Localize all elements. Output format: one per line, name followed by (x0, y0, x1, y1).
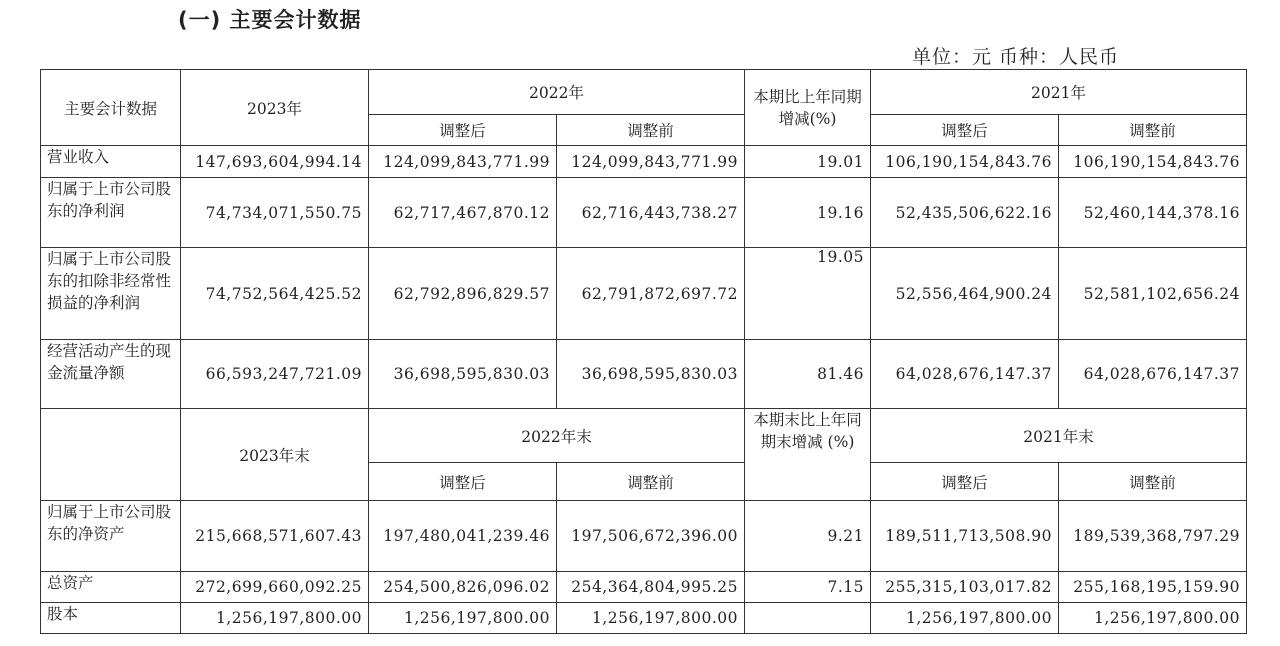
header-2021-end-adjusted: 调整后 (871, 463, 1059, 501)
table-row (41, 146, 1247, 178)
value-2022-end-adjusted: 1,256,197,800.00 (369, 603, 557, 634)
value-2023: 147,693,604,994.14 (181, 146, 369, 178)
value-2021-before: 52,581,102,656.24 (1059, 248, 1247, 340)
header-year-2023: 2023年 (181, 70, 369, 146)
value-2021-before: 106,190,154,843.76 (1059, 146, 1247, 178)
header-2021-before-adjust: 调整前 (1059, 115, 1247, 146)
row-label: 经营活动产生的现金流量净额 (41, 340, 181, 409)
table-row (41, 603, 1247, 634)
header-2021-end-before-adjust: 调整前 (1059, 463, 1247, 501)
accounting-data-table (40, 69, 1247, 634)
value-2021-end-before: 1,256,197,800.00 (1059, 603, 1247, 634)
row-label: 总资产 (41, 572, 181, 603)
value-change-end (745, 603, 871, 634)
header-2021-adjusted: 调整后 (871, 115, 1059, 146)
header-year-2021-end: 2021年末 (871, 409, 1247, 463)
header-2022-before-adjust: 调整前 (557, 115, 745, 146)
value-change: 19.05 (745, 248, 871, 340)
header-change-pct: 本期比上年同期增减(%) (745, 70, 871, 146)
value-2021-end-before: 255,168,195,159.90 (1059, 572, 1247, 603)
table-row (41, 248, 1247, 340)
value-2022-adjusted: 62,792,896,829.57 (369, 248, 557, 340)
header-blank (41, 409, 181, 501)
value-2021-adjusted: 64,028,676,147.37 (871, 340, 1059, 409)
value-change: 19.16 (745, 178, 871, 248)
table-row (41, 340, 1247, 409)
value-2023: 74,734,071,550.75 (181, 178, 369, 248)
value-change: 81.46 (745, 340, 871, 409)
table-row (41, 178, 1247, 248)
value-2021-adjusted: 106,190,154,843.76 (871, 146, 1059, 178)
value-2022-end-before: 1,256,197,800.00 (557, 603, 745, 634)
value-2021-before: 52,460,144,378.16 (1059, 178, 1247, 248)
section-title: (一) 主要会计数据 (178, 8, 362, 32)
value-2021-end-adjusted: 255,315,103,017.82 (871, 572, 1059, 603)
row-label: 归属于上市公司股东的净利润 (41, 178, 181, 248)
value-2023-end: 1,256,197,800.00 (181, 603, 369, 634)
value-2021-before: 64,028,676,147.37 (1059, 340, 1247, 409)
row-label: 归属于上市公司股东的扣除非经常性损益的净利润 (41, 248, 181, 340)
value-2022-before: 62,791,872,697.72 (557, 248, 745, 340)
unit-currency-line: 单位：元 币种：人民币 (912, 46, 1120, 68)
value-2022-before: 62,716,443,738.27 (557, 178, 745, 248)
value-2021-end-before: 189,539,368,797.29 (1059, 501, 1247, 572)
header-2022-end-before-adjust: 调整前 (557, 463, 745, 501)
value-2021-adjusted: 52,556,464,900.24 (871, 248, 1059, 340)
value-2021-end-adjusted: 189,511,713,508.90 (871, 501, 1059, 572)
header-year-2022-end: 2022年末 (369, 409, 745, 463)
value-2022-end-before: 197,506,672,396.00 (557, 501, 745, 572)
table-row (41, 501, 1247, 572)
header-year-2023-end: 2023年末 (181, 409, 369, 501)
value-2021-end-adjusted: 1,256,197,800.00 (871, 603, 1059, 634)
row-label: 归属于上市公司股东的净资产 (41, 501, 181, 572)
value-2023: 66,593,247,721.09 (181, 340, 369, 409)
value-2022-adjusted: 62,717,467,870.12 (369, 178, 557, 248)
header-year-2022: 2022年 (369, 70, 745, 115)
value-2022-adjusted: 124,099,843,771.99 (369, 146, 557, 178)
value-2023: 74,752,564,425.52 (181, 248, 369, 340)
table-row (41, 572, 1247, 603)
value-change-end: 7.15 (745, 572, 871, 603)
value-2023-end: 215,668,571,607.43 (181, 501, 369, 572)
header-change-end-pct: 本期末比上年同期末增减 (%) (745, 409, 871, 501)
header-2022-adjusted: 调整后 (369, 115, 557, 146)
value-2022-end-before: 254,364,804,995.25 (557, 572, 745, 603)
header-year-2021: 2021年 (871, 70, 1247, 115)
value-2021-adjusted: 52,435,506,622.16 (871, 178, 1059, 248)
header-main-data: 主要会计数据 (41, 70, 181, 146)
header-2022-end-adjusted: 调整后 (369, 463, 557, 501)
row-label: 营业收入 (41, 146, 181, 178)
value-2022-adjusted: 36,698,595,830.03 (369, 340, 557, 409)
value-change-end: 9.21 (745, 501, 871, 572)
value-2022-end-adjusted: 254,500,826,096.02 (369, 572, 557, 603)
value-2022-before: 124,099,843,771.99 (557, 146, 745, 178)
value-2023-end: 272,699,660,092.25 (181, 572, 369, 603)
row-label: 股本 (41, 603, 181, 634)
value-2022-end-adjusted: 197,480,041,239.46 (369, 501, 557, 572)
value-2022-before: 36,698,595,830.03 (557, 340, 745, 409)
value-change: 19.01 (745, 146, 871, 178)
